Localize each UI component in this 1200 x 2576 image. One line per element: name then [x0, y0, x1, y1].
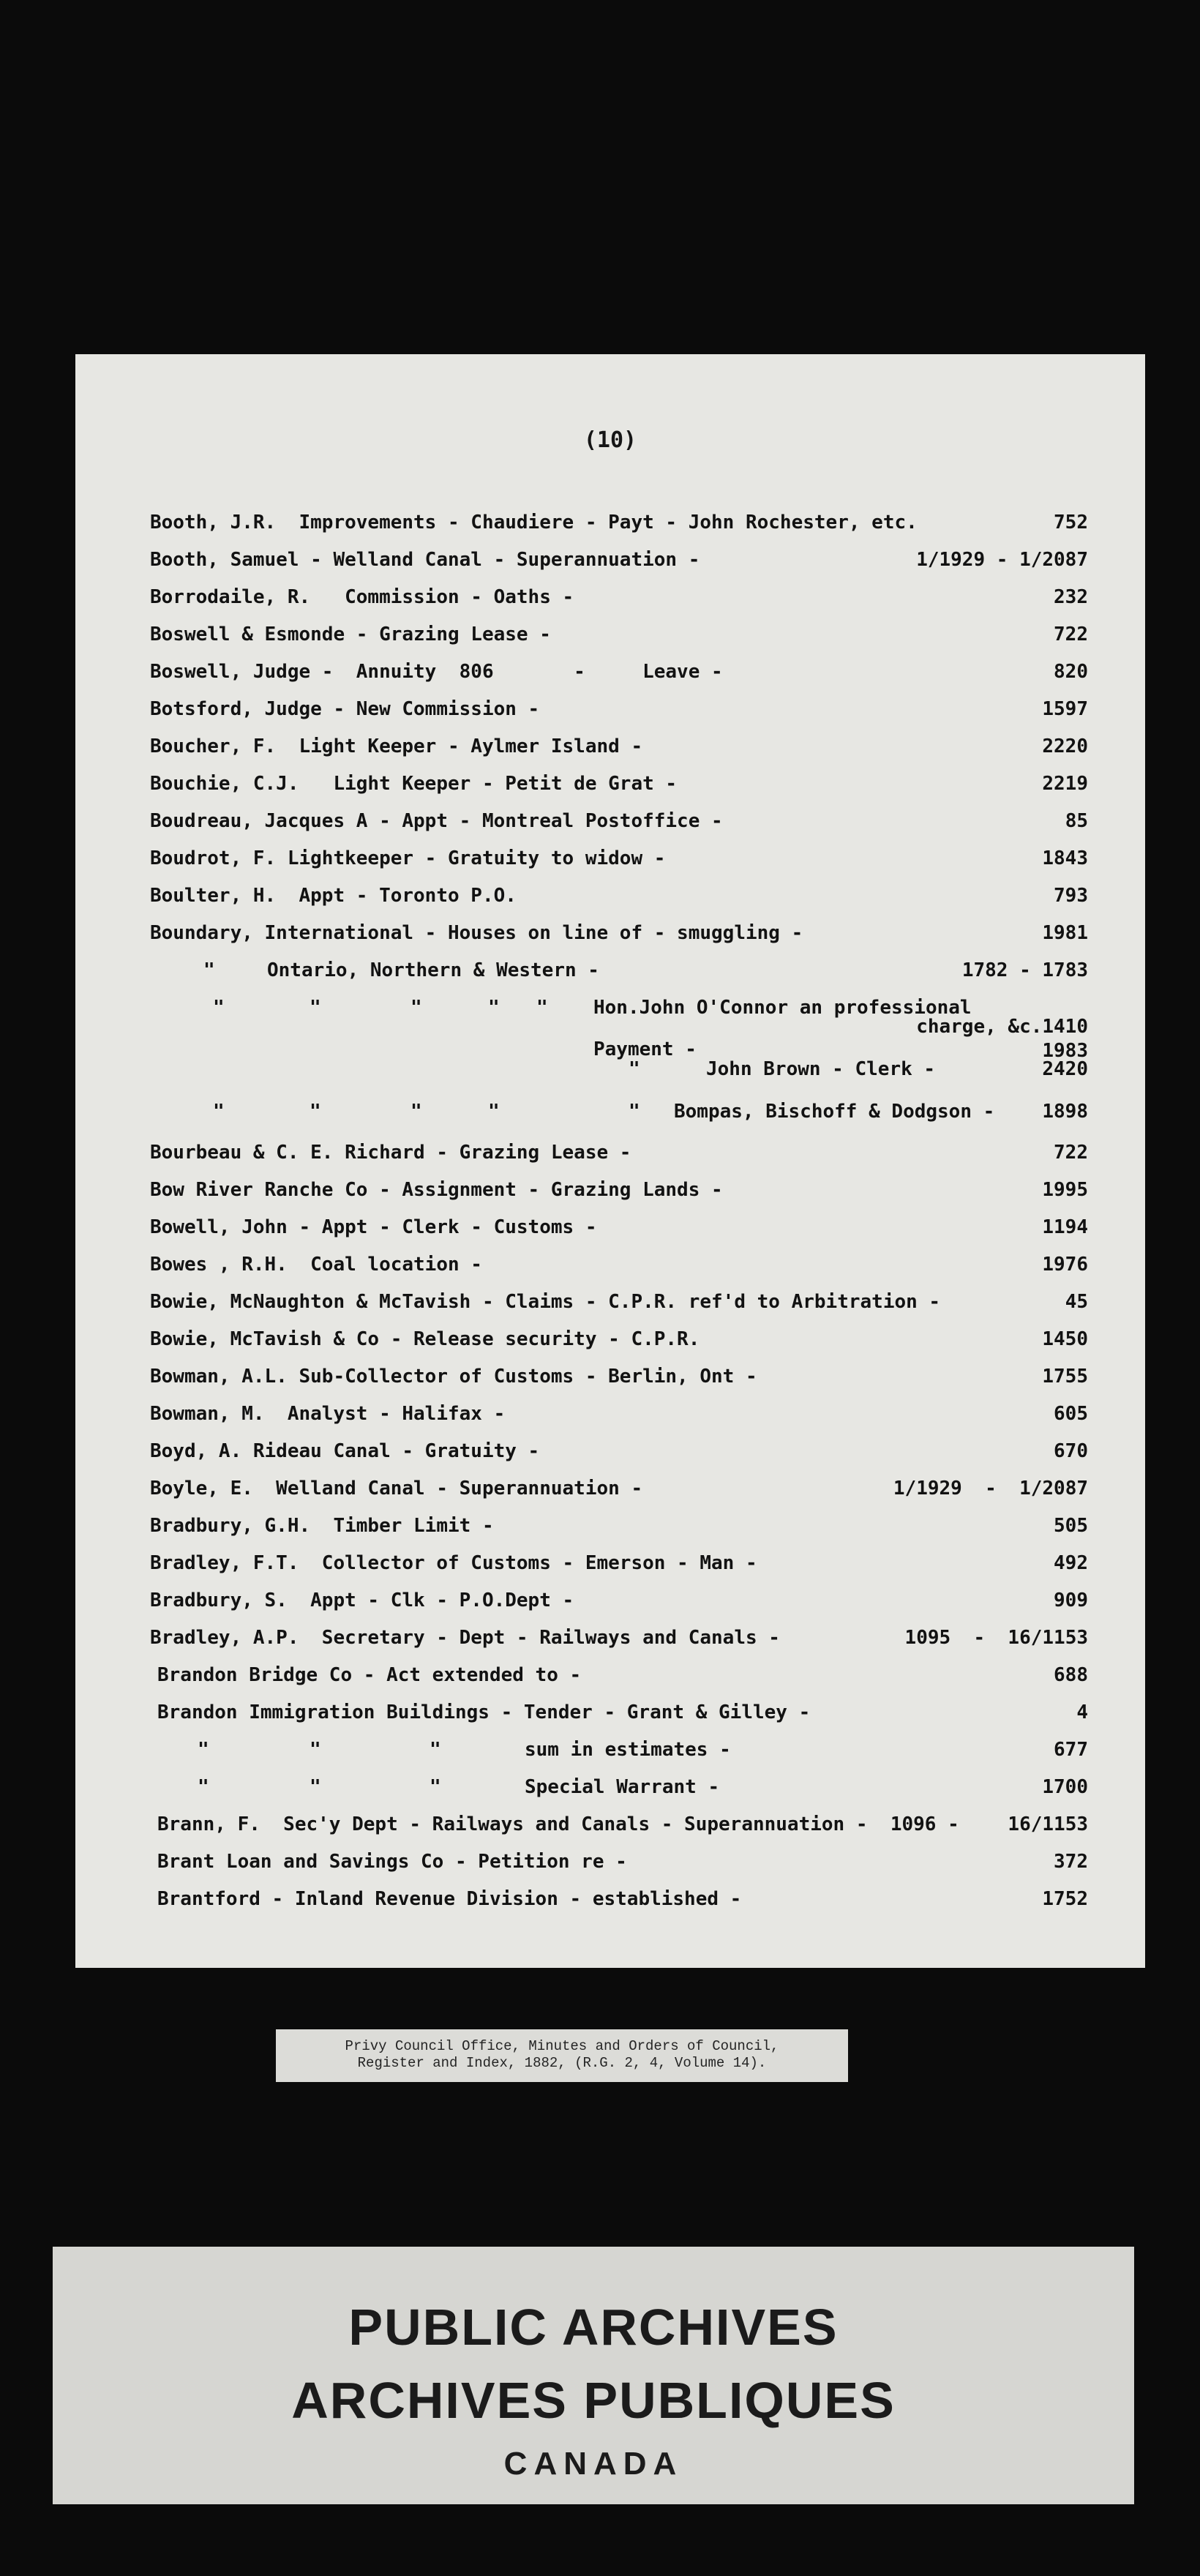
index-entry [75, 549, 1145, 578]
entry-text: Brantford - Inland Revenue Division - established - [157, 1888, 742, 1910]
entry-ref: 1095 - 16/1153 [904, 1627, 1088, 1649]
ditto-mark: " [310, 1101, 321, 1123]
index-entry [75, 1058, 1145, 1087]
ditto-mark: " [213, 1101, 225, 1123]
entry-ref: 1782 - 1783 [961, 959, 1088, 981]
entry-text: Boudrot, F. Lightkeeper - Gratuity to widow - [150, 847, 666, 869]
index-entry [75, 959, 1145, 989]
entry-text: Bowie, McTavish & Co - Release security - C.P.R. [150, 1328, 700, 1350]
index-entry [75, 1851, 1145, 1880]
index-entry [75, 1813, 1145, 1843]
caption-line: Register and Index, 1882, (R.G. 2, 4, Volume 14). [357, 2055, 767, 2071]
index-entry [75, 624, 1145, 653]
entry-ref: 1/1929 - 1/2087 [916, 549, 1088, 571]
ditto-mark: " [430, 1739, 441, 1761]
ditto-mark: " [430, 1776, 441, 1798]
page-number: (10) [583, 427, 637, 453]
index-entry [75, 586, 1145, 615]
entry-ref: 1843 [1042, 847, 1088, 869]
entry-text: Booth, Samuel - Welland Canal - Superannuation - [150, 549, 700, 571]
entry-ref: 752 [1054, 512, 1088, 533]
index-entry [75, 885, 1145, 914]
ditto-mark: " [213, 997, 225, 1019]
entry-ref: 722 [1054, 1142, 1088, 1164]
entry-text: Bow River Ranche Co - Assignment - Grazing Lands - [150, 1179, 723, 1201]
entry-ref: 232 [1054, 586, 1088, 608]
index-entry [75, 1515, 1145, 1544]
index-page [75, 354, 1145, 1968]
entry-ref: 372 [1054, 1851, 1088, 1873]
ditto-mark: " [310, 1776, 321, 1798]
index-entry [75, 1739, 1145, 1768]
entry-ref: 505 [1054, 1515, 1088, 1537]
entry-text: Boudreau, Jacques A - Appt - Montreal Postoffice - [150, 810, 723, 832]
entry-ref: 1700 [1042, 1776, 1088, 1798]
caption-line: Privy Council Office, Minutes and Orders of Council, [345, 2038, 779, 2054]
entry-text: Boswell & Esmonde - Grazing Lease - [150, 624, 551, 645]
entry-text: Bouchie, C.J. Light Keeper - Petit de Grat - [150, 773, 678, 795]
archives-stamp [53, 2247, 1134, 2504]
ditto-mark: " [203, 959, 215, 981]
entry-ref: 1981 [1042, 922, 1088, 944]
entry-ref: 1/1929 - 1/2087 [893, 1478, 1088, 1499]
ditto-mark: " [488, 997, 500, 1019]
ditto-mark: " [198, 1739, 209, 1761]
entry-ref: 492 [1054, 1552, 1088, 1574]
entry-ref: 16/1153 [1008, 1813, 1088, 1835]
index-entry [75, 1179, 1145, 1208]
entry-ref: 1194 [1042, 1216, 1088, 1238]
entry-text: Bradbury, G.H. Timber Limit - [150, 1515, 494, 1537]
entry-text: Boyle, E. Welland Canal - Superannuation - [150, 1478, 643, 1499]
entry-ref: 688 [1054, 1664, 1088, 1686]
entry-text: Bradley, A.P. Secretary - Dept - Railways and Canals - [150, 1627, 780, 1649]
ditto-mark: " [629, 1101, 640, 1123]
ditto-mark: " [410, 1101, 422, 1123]
entry-ref: 1755 [1042, 1366, 1088, 1388]
entry-text: Bowie, McNaughton & McTavish - Claims - C.P.R. ref'd to Arbitration - [150, 1291, 941, 1313]
entry-ref: 1976 [1042, 1254, 1088, 1276]
index-entry [75, 1701, 1145, 1731]
index-entry [75, 997, 1145, 1038]
index-entry [75, 1627, 1145, 1656]
entry-text: Borrodaile, R. Commission - Oaths - [150, 586, 574, 608]
index-entry [75, 1552, 1145, 1581]
index-entry [75, 1101, 1145, 1130]
entry-ref: 45 [1065, 1291, 1088, 1313]
index-entry [75, 698, 1145, 727]
index-entry [75, 1664, 1145, 1693]
entry-ref: charge, &c.1410 [916, 1016, 1088, 1038]
entry-text: Bowman, A.L. Sub-Collector of Customs - Berlin, Ont - [150, 1366, 757, 1388]
entry-ref: 2220 [1042, 735, 1088, 757]
ditto-mark: " [310, 997, 321, 1019]
index-entry [75, 661, 1145, 690]
entry-text: John Brown - Clerk - [706, 1058, 936, 1080]
entry-ref: 670 [1054, 1440, 1088, 1462]
index-entry [75, 1291, 1145, 1320]
index-entry [75, 922, 1145, 951]
entry-text: Bradbury, S. Appt - Clk - P.O.Dept - [150, 1590, 574, 1611]
index-entry [75, 773, 1145, 802]
index-entry [75, 512, 1145, 541]
index-entry [75, 1478, 1145, 1507]
entry-text: Brant Loan and Savings Co - Petition re - [157, 1851, 627, 1873]
entry-text: Bradley, F.T. Collector of Customs - Emerson - Man - [150, 1552, 757, 1574]
ditto-mark: " [629, 1058, 640, 1080]
entry-ref: 677 [1054, 1739, 1088, 1761]
index-entry [75, 1328, 1145, 1358]
index-entry [75, 1440, 1145, 1469]
index-entry [75, 1254, 1145, 1283]
entry-ref: 1995 [1042, 1179, 1088, 1201]
ditto-mark: " [536, 997, 548, 1019]
entry-text: sum in estimates - [525, 1739, 731, 1761]
entry-text: Bowell, John - Appt - Clerk - Customs - [150, 1216, 597, 1238]
stamp-line-archives-publiques: ARCHIVES PUBLIQUES [291, 2372, 896, 2429]
index-entry [75, 1403, 1145, 1432]
index-entry [75, 1366, 1145, 1395]
entry-text: Boundary, International - Houses on line of - smuggling - [150, 922, 803, 944]
entry-ref: 4 [1076, 1701, 1088, 1723]
ditto-mark: " [410, 997, 422, 1019]
entry-text: Brandon Immigration Buildings - Tender - Grant & Gilley - [157, 1701, 811, 1723]
stamp-line-public-archives: PUBLIC ARCHIVES [348, 2299, 839, 2356]
entry-ref: 1752 [1042, 1888, 1088, 1910]
entry-ref: 1898 [1042, 1101, 1088, 1123]
index-entry [75, 1142, 1145, 1171]
entry-ref: 605 [1054, 1403, 1088, 1425]
index-entry [75, 847, 1145, 877]
index-entry [75, 1216, 1145, 1246]
entry-text: Boulter, H. Appt - Toronto P.O. [150, 885, 517, 907]
entry-text: Boyd, A. Rideau Canal - Gratuity - [150, 1440, 540, 1462]
entry-ref: 2219 [1042, 773, 1088, 795]
entry-text: Hon.John O'Connor an professional [593, 997, 972, 1019]
entry-ref: 722 [1054, 624, 1088, 645]
entry-text: Brann, F. Sec'y Dept - Railways and Canals - Superannuation - 1096 - [157, 1813, 959, 1835]
entry-text: Bowes , R.H. Coal location - [150, 1254, 482, 1276]
entry-text: Boswell, Judge - Annuity 806 - Leave - [150, 661, 723, 683]
ditto-mark: " [310, 1739, 321, 1761]
entry-text: Special Warrant - [525, 1776, 720, 1798]
entry-text: Bowman, M. Analyst - Halifax - [150, 1403, 506, 1425]
index-entry [75, 1776, 1145, 1805]
source-caption [276, 2029, 848, 2082]
index-entry [75, 1888, 1145, 1917]
entry-text: Booth, J.R. Improvements - Chaudiere - Payt - John Rochester, etc. [150, 512, 918, 533]
ditto-mark: " [198, 1776, 209, 1798]
entry-ref: 1983 [1042, 1040, 1088, 1062]
entry-ref: 909 [1054, 1590, 1088, 1611]
entry-text: Brandon Bridge Co - Act extended to - [157, 1664, 582, 1686]
entry-text: Ontario, Northern & Western - [267, 959, 599, 981]
entry-text: Botsford, Judge - New Commission - [150, 698, 540, 720]
index-entry [75, 735, 1145, 765]
entry-ref: 820 [1054, 661, 1088, 683]
stamp-line-canada: CANADA [503, 2446, 683, 2482]
entry-text: Bompas, Bischoff & Dodgson - [674, 1101, 995, 1123]
entry-text: Payment - [593, 1038, 697, 1060]
index-entry [75, 1590, 1145, 1619]
entry-ref: 1450 [1042, 1328, 1088, 1350]
entry-ref: 793 [1054, 885, 1088, 907]
entry-ref: 1597 [1042, 698, 1088, 720]
index-entry [75, 810, 1145, 839]
entry-ref: 2420 [1042, 1058, 1088, 1080]
entry-ref: 85 [1065, 810, 1088, 832]
ditto-mark: " [488, 1101, 500, 1123]
entry-text: Boucher, F. Light Keeper - Aylmer Island - [150, 735, 643, 757]
entry-text: Bourbeau & C. E. Richard - Grazing Lease - [150, 1142, 631, 1164]
